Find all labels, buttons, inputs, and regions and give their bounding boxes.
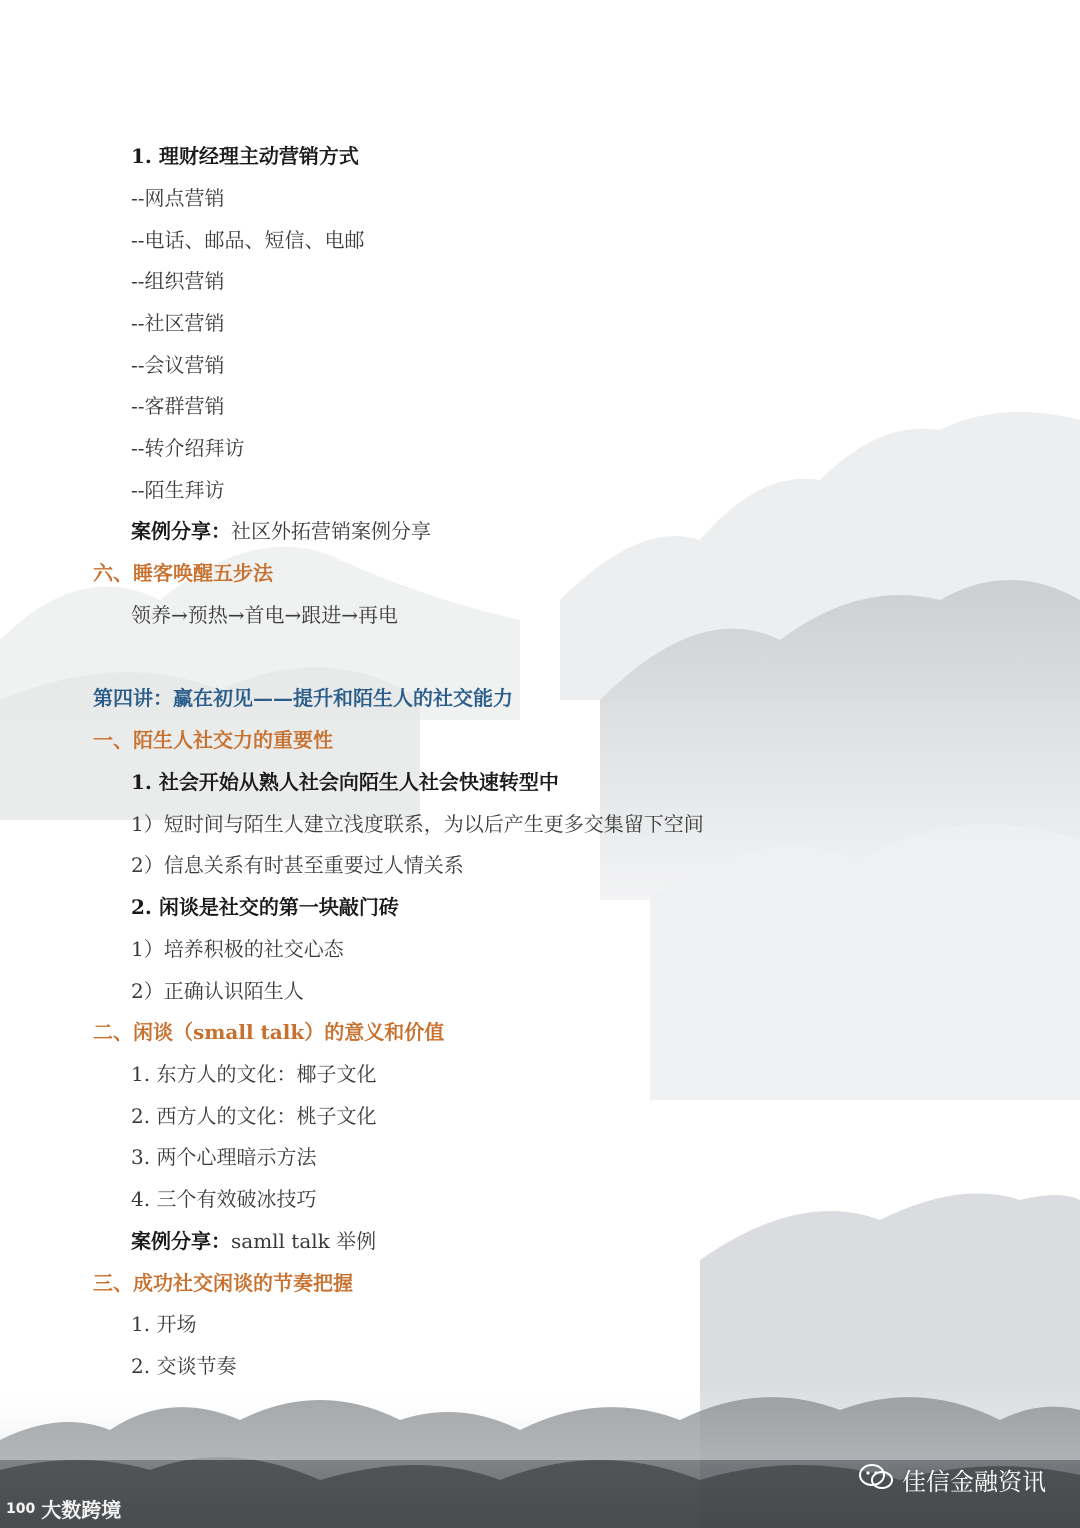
lecture-title: 第四讲：赢在初见——提升和陌生人的社交能力 [93, 686, 513, 710]
case-share-label: 案例分享： [131, 519, 231, 543]
watermark-left-text: 大数跨境 [41, 1498, 122, 1522]
list-item: --客群营销 [131, 394, 225, 418]
list-item: --会议营销 [131, 353, 225, 377]
list-item: 2. 西方人的文化：桃子文化 [131, 1104, 377, 1128]
case-share-label: 案例分享： [131, 1229, 231, 1253]
wechat-icon [858, 1463, 894, 1497]
section-heading: 一、陌生人社交力的重要性 [93, 728, 333, 752]
case-share-text: 社区外拓营销案例分享 [231, 519, 431, 543]
list-item: --陌生拜访 [131, 478, 225, 502]
list-item: 1）短时间与陌生人建立浅度联系，为以后产生更多交集留下空间 [131, 812, 704, 836]
list-item: --转介绍拜访 [131, 436, 245, 460]
list-item: --组织营销 [131, 269, 225, 293]
list-item: 2）信息关系有时甚至重要过人情关系 [131, 853, 464, 877]
list-item: --网点营销 [131, 186, 225, 210]
case-share-line [131, 1228, 376, 1254]
list-item: 2. 交谈节奏 [131, 1354, 237, 1378]
list-item: --社区营销 [131, 311, 225, 335]
case-share-text: samll talk 举例 [231, 1229, 377, 1253]
section-heading: 三、成功社交闲谈的节奏把握 [93, 1271, 353, 1295]
list-item: --电话、邮品、短信、电邮 [131, 228, 365, 252]
list-item: 领养→预热→首电→跟进→再电 [131, 603, 399, 627]
list-heading: 1. 理财经理主动营销方式 [131, 144, 359, 168]
list-item: 3. 两个心理暗示方法 [131, 1145, 317, 1169]
watermark-right-text: 佳信金融资讯 [902, 1468, 1046, 1496]
logo-icon: 100 [6, 1500, 36, 1517]
watermark-left [6, 1494, 121, 1523]
list-item: 1）培养积极的社交心态 [131, 937, 344, 961]
list-heading: 1. 社会开始从熟人社会向陌生人社会快速转型中 [131, 770, 559, 794]
list-heading: 2. 闲谈是社交的第一块敲门砖 [131, 895, 399, 919]
section-heading: 六、睡客唤醒五步法 [93, 561, 273, 585]
section-heading: 二、闲谈（small talk）的意义和价值 [93, 1020, 445, 1044]
watermark-right [858, 1462, 1046, 1497]
case-share-line [131, 518, 431, 544]
list-item: 1. 东方人的文化：椰子文化 [131, 1062, 377, 1086]
list-item: 4. 三个有效破冰技巧 [131, 1187, 317, 1211]
list-item: 2）正确认识陌生人 [131, 979, 304, 1003]
list-item: 1. 开场 [131, 1312, 197, 1336]
